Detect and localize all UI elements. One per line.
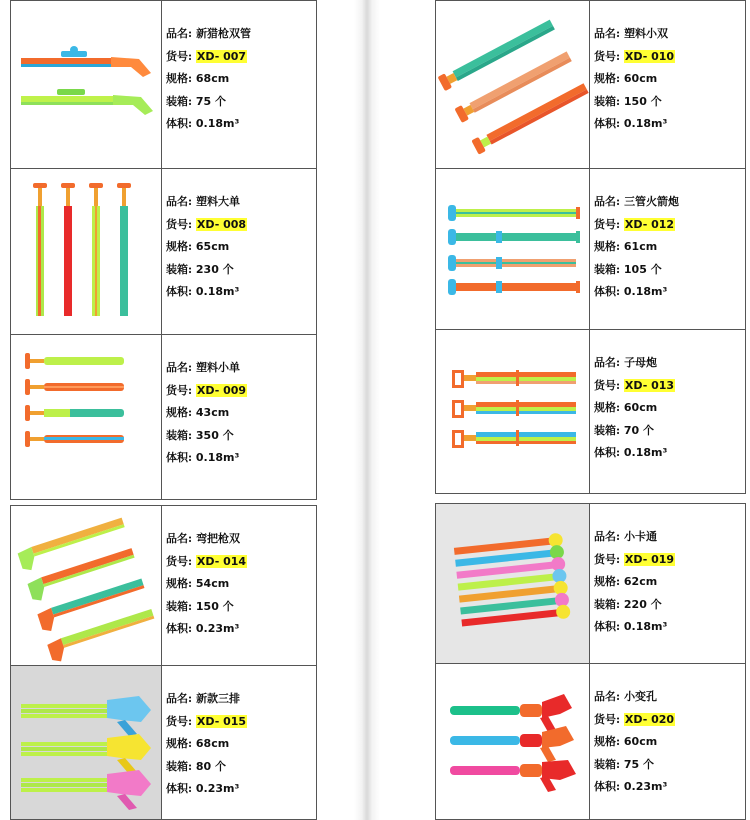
product-code: XD- 019 bbox=[624, 552, 675, 566]
product-image-cell bbox=[435, 0, 590, 169]
code-label: 货号: bbox=[166, 217, 193, 231]
product-code: XD- 009 bbox=[196, 383, 247, 397]
name-label: 品名: bbox=[594, 530, 621, 543]
name-label: 品名: bbox=[594, 195, 621, 208]
code-label: 货号: bbox=[166, 49, 193, 63]
product-carton: 80 个 bbox=[195, 759, 227, 773]
product-carton: 220 个 bbox=[623, 597, 662, 611]
volume-label: 体积: bbox=[594, 620, 621, 633]
product-name: 塑料大单 bbox=[196, 195, 241, 208]
size-label: 规格: bbox=[166, 72, 193, 85]
product-carton: 150 个 bbox=[623, 94, 662, 108]
page-gutter bbox=[354, 0, 380, 820]
product-size: 61cm bbox=[623, 240, 658, 253]
product-info-cell bbox=[161, 0, 317, 169]
volume-label: 体积: bbox=[594, 117, 621, 130]
product-name: 小卡通 bbox=[624, 530, 658, 543]
code-label: 货号: bbox=[594, 49, 621, 63]
name-label: 品名: bbox=[166, 692, 193, 705]
product-name: 小变孔 bbox=[624, 690, 658, 703]
product-image-cell bbox=[10, 505, 162, 666]
carton-label: 装箱: bbox=[594, 423, 621, 437]
volume-label: 体积: bbox=[166, 117, 193, 130]
product-volume: 0.18m³ bbox=[623, 446, 668, 459]
product-info-cell bbox=[589, 168, 746, 335]
code-label: 货号: bbox=[166, 383, 193, 397]
code-label: 货号: bbox=[166, 714, 193, 728]
code-label: 货号: bbox=[594, 552, 621, 566]
product-size: 60cm bbox=[623, 401, 658, 414]
volume-label: 体积: bbox=[594, 285, 621, 298]
water-gun-large-single-image bbox=[11, 169, 161, 334]
product-info-cell bbox=[589, 0, 746, 169]
product-name: 塑料小单 bbox=[196, 361, 241, 374]
product-carton: 105 个 bbox=[623, 262, 662, 276]
product-info-cell bbox=[161, 665, 317, 820]
product-image-cell bbox=[10, 0, 162, 169]
product-code: XD- 015 bbox=[196, 714, 247, 728]
product-carton: 70 个 bbox=[623, 423, 655, 437]
product-image-cell bbox=[435, 663, 590, 820]
volume-label: 体积: bbox=[594, 780, 621, 793]
product-carton: 350 个 bbox=[195, 428, 234, 442]
product-name: 新猎枪双管 bbox=[196, 27, 252, 40]
size-label: 规格: bbox=[594, 72, 621, 85]
product-info-cell bbox=[589, 503, 746, 664]
carton-label: 装箱: bbox=[166, 428, 193, 442]
name-label: 品名: bbox=[594, 356, 621, 369]
name-label: 品名: bbox=[166, 361, 193, 374]
volume-label: 体积: bbox=[166, 285, 193, 298]
code-label: 货号: bbox=[594, 217, 621, 231]
product-info-cell bbox=[589, 329, 746, 494]
water-gun-small-double-image bbox=[436, 1, 589, 168]
product-carton: 75 个 bbox=[195, 94, 227, 108]
product-volume: 0.18m³ bbox=[623, 117, 668, 130]
water-gun-mother-child-image bbox=[436, 330, 589, 493]
product-code: XD- 010 bbox=[624, 49, 675, 63]
product-code: XD- 007 bbox=[196, 49, 247, 63]
product-info-cell bbox=[161, 334, 317, 500]
carton-label: 装箱: bbox=[594, 757, 621, 771]
product-volume: 0.18m³ bbox=[623, 620, 668, 633]
size-label: 规格: bbox=[166, 737, 193, 750]
product-name: 子母炮 bbox=[624, 356, 658, 369]
product-volume: 0.18m³ bbox=[195, 117, 240, 130]
product-info-cell bbox=[161, 168, 317, 335]
product-name: 弯把枪双 bbox=[196, 532, 241, 545]
product-info-cell bbox=[589, 663, 746, 820]
size-label: 规格: bbox=[166, 406, 193, 419]
name-label: 品名: bbox=[166, 532, 193, 545]
product-size: 43cm bbox=[195, 406, 230, 419]
size-label: 规格: bbox=[594, 401, 621, 414]
code-label: 货号: bbox=[594, 712, 621, 726]
code-label: 货号: bbox=[166, 554, 193, 568]
name-label: 品名: bbox=[166, 195, 193, 208]
water-gun-cartoon-image bbox=[436, 504, 589, 663]
product-size: 54cm bbox=[195, 577, 230, 590]
name-label: 品名: bbox=[594, 27, 621, 40]
name-label: 品名: bbox=[166, 27, 193, 40]
product-volume: 0.23m³ bbox=[195, 622, 240, 635]
water-gun-triple-row-image bbox=[11, 666, 161, 819]
product-image-cell bbox=[435, 503, 590, 664]
product-size: 60cm bbox=[623, 72, 658, 85]
product-size: 68cm bbox=[195, 737, 230, 750]
product-carton: 230 个 bbox=[195, 262, 234, 276]
water-gun-small-single-image bbox=[11, 335, 161, 499]
product-image-cell bbox=[10, 665, 162, 820]
water-gun-curved-handle-image bbox=[11, 506, 161, 665]
water-gun-double-barrel-image bbox=[11, 1, 161, 168]
volume-label: 体积: bbox=[594, 446, 621, 459]
product-code: XD- 014 bbox=[196, 554, 247, 568]
product-code: XD- 012 bbox=[624, 217, 675, 231]
product-name: 塑料小双 bbox=[624, 27, 669, 40]
product-carton: 75 个 bbox=[623, 757, 655, 771]
product-info-cell bbox=[161, 505, 317, 666]
product-size: 68cm bbox=[195, 72, 230, 85]
name-label: 品名: bbox=[594, 690, 621, 703]
product-name: 三管火箭炮 bbox=[624, 195, 680, 208]
carton-label: 装箱: bbox=[166, 262, 193, 276]
product-volume: 0.23m³ bbox=[195, 782, 240, 795]
product-code: XD- 020 bbox=[624, 712, 675, 726]
product-image-cell bbox=[10, 168, 162, 335]
product-size: 60cm bbox=[623, 735, 658, 748]
product-volume: 0.18m³ bbox=[195, 285, 240, 298]
carton-label: 装箱: bbox=[166, 759, 193, 773]
volume-label: 体积: bbox=[166, 782, 193, 795]
size-label: 规格: bbox=[166, 240, 193, 253]
code-label: 货号: bbox=[594, 378, 621, 392]
size-label: 规格: bbox=[594, 575, 621, 588]
product-volume: 0.23m³ bbox=[623, 780, 668, 793]
product-code: XD- 013 bbox=[624, 378, 675, 392]
product-image-cell bbox=[435, 168, 590, 335]
product-volume: 0.18m³ bbox=[623, 285, 668, 298]
size-label: 规格: bbox=[594, 240, 621, 253]
volume-label: 体积: bbox=[166, 622, 193, 635]
carton-label: 装箱: bbox=[166, 599, 193, 613]
product-image-cell bbox=[10, 334, 162, 500]
carton-label: 装箱: bbox=[594, 94, 621, 108]
volume-label: 体积: bbox=[166, 451, 193, 464]
carton-label: 装箱: bbox=[594, 262, 621, 276]
carton-label: 装箱: bbox=[594, 597, 621, 611]
size-label: 规格: bbox=[166, 577, 193, 590]
product-volume: 0.18m³ bbox=[195, 451, 240, 464]
carton-label: 装箱: bbox=[166, 94, 193, 108]
product-size: 65cm bbox=[195, 240, 230, 253]
size-label: 规格: bbox=[594, 735, 621, 748]
product-carton: 150 个 bbox=[195, 599, 234, 613]
product-code: XD- 008 bbox=[196, 217, 247, 231]
product-size: 62cm bbox=[623, 575, 658, 588]
product-name: 新款三排 bbox=[196, 692, 241, 705]
water-gun-variable-nozzle-image bbox=[436, 664, 589, 819]
water-gun-triple-rocket-image bbox=[436, 169, 589, 334]
product-image-cell bbox=[435, 329, 590, 494]
